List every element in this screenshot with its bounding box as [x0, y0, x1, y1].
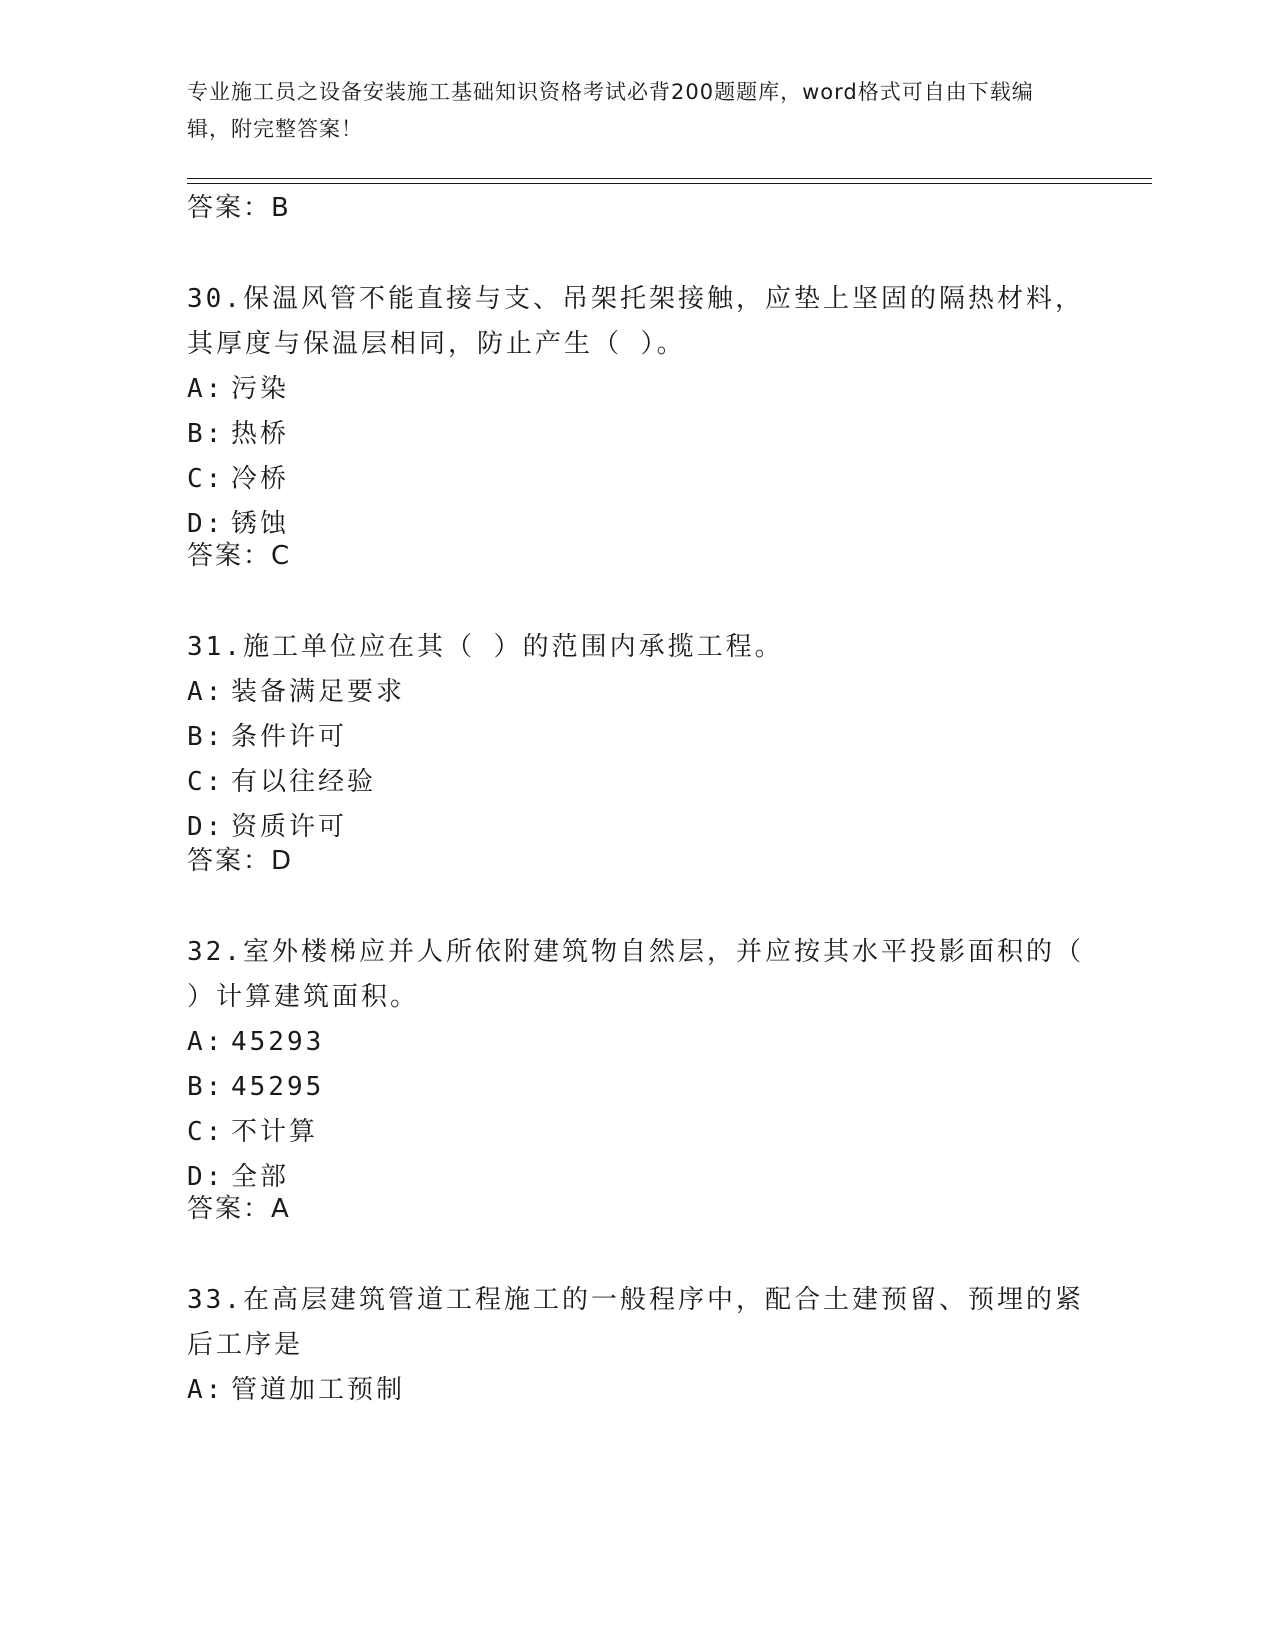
option-label: B: — [187, 722, 225, 752]
question-text: 32.室外楼梯应并人所依附建筑物自然层，并应按其水平投影面积的（ ）计算建筑面积。 — [187, 937, 1084, 1012]
option-a — [187, 670, 1087, 715]
option-label: A: — [187, 1375, 225, 1405]
option-text: 45295 — [231, 1072, 325, 1102]
question-30 — [187, 277, 1087, 547]
option-label: D: — [187, 1162, 225, 1192]
option-text: 全部 — [231, 1162, 290, 1192]
option-c — [187, 1110, 1087, 1155]
question-text: 31.施工单位应在其（ ）的范围内承揽工程。 — [187, 632, 784, 662]
option-b — [187, 412, 1087, 457]
option-text: 污染 — [231, 374, 290, 404]
option-c — [187, 760, 1087, 805]
option-label: B: — [187, 1072, 225, 1102]
option-d — [187, 502, 1087, 547]
option-text: 不计算 — [231, 1117, 319, 1147]
option-d — [187, 1155, 1087, 1200]
option-label: A: — [187, 677, 225, 707]
option-text: 管道加工预制 — [231, 1375, 406, 1405]
document-header: 专业施工员之设备安装施工基础知识资格考试必背200题题库，word格式可自由下载编辑，附完整答案！ — [187, 80, 1034, 141]
option-label: C: — [187, 767, 225, 797]
option-text: 装备满足要求 — [231, 677, 406, 707]
question-text: 30.保温风管不能直接与支、吊架托架接触，应垫上坚固的隔热材料，其厚度与保温层相同，防止产生（ ）。 — [187, 284, 1084, 359]
option-text: 锈蚀 — [231, 509, 290, 539]
option-label: B: — [187, 419, 225, 449]
answer-32: 答案：A — [187, 1194, 291, 1224]
option-text: 冷桥 — [231, 464, 290, 494]
header-divider-top — [187, 178, 1152, 179]
option-d — [187, 805, 1087, 850]
answer-29: 答案：B — [187, 193, 291, 223]
header-divider-bottom — [187, 183, 1152, 184]
option-text: 条件许可 — [231, 722, 348, 752]
option-b — [187, 1065, 1087, 1110]
option-label: A: — [187, 1027, 225, 1057]
option-label: C: — [187, 1117, 225, 1147]
option-text: 资质许可 — [231, 812, 348, 842]
answer-30: 答案：C — [187, 541, 292, 571]
option-label: A: — [187, 374, 225, 404]
option-label: C: — [187, 464, 225, 494]
question-31 — [187, 625, 1087, 850]
option-text: 有以往经验 — [231, 767, 377, 797]
option-label: D: — [187, 812, 225, 842]
option-label: D: — [187, 509, 225, 539]
option-text: 热桥 — [231, 419, 290, 449]
option-c — [187, 457, 1087, 502]
option-a — [187, 367, 1087, 412]
option-text: 45293 — [231, 1027, 325, 1057]
option-a — [187, 1020, 1087, 1065]
option-a — [187, 1368, 1087, 1413]
question-text: 33.在高层建筑管道工程施工的一般程序中，配合土建预留、预埋的紧后工序是 — [187, 1285, 1084, 1360]
answer-31: 答案：D — [187, 846, 294, 876]
option-b — [187, 715, 1087, 760]
question-33 — [187, 1278, 1087, 1413]
question-32 — [187, 930, 1087, 1200]
